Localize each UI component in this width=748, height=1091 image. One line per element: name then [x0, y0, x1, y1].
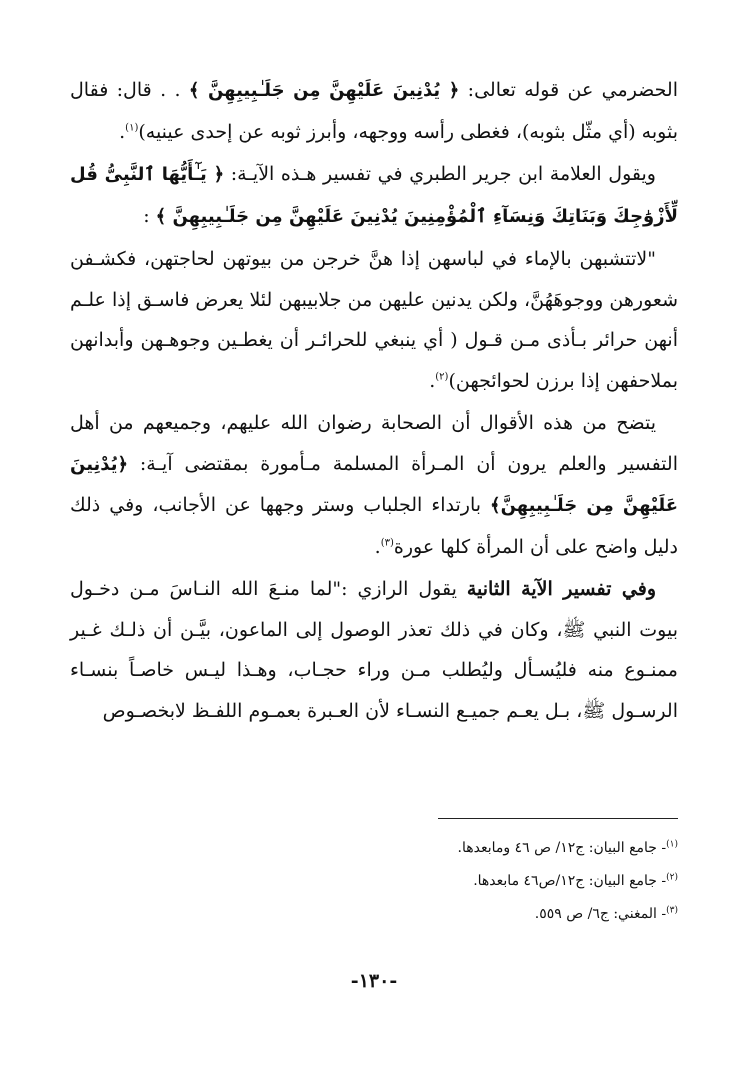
- paragraph-2-intro: ويقول العلامة ابن جرير الطبري في تفسير هـذه الآيـة:: [224, 163, 656, 185]
- footnote-mark: (٢): [666, 872, 678, 883]
- quran-verse-3: ﴿يُدْنِينَ عَلَيْهِنَّ مِن جَلَـٰبِيبِهِنَّ﴾: [70, 453, 679, 516]
- footnote-text: - المغني: ج٦/ ص ٥٥٩.: [534, 906, 667, 922]
- section-heading-inline: وفي تفسير الآية الثانية: [466, 578, 656, 600]
- paragraph-4: [70, 403, 678, 567]
- paragraph-1-end: .: [119, 120, 126, 143]
- footnote-item: [70, 832, 678, 865]
- paragraph-1: [70, 70, 678, 152]
- paragraph-3-quote: [70, 239, 678, 401]
- paragraph-5-text: يقول الرازي :"لما منـعَ الله النـاسَ مـن دخـول بيوت النبي ﷺ، وكان في ذلك تعذر الوصول إلى الماعون، بيَّـن أن ذلـك غـير ممنـوع منه فليُسـأل وليُطلب مـن وراء حجـاب، وهـذا ليـس خاصـاً بنسـاء الرسـول ﷺ، بـل يعـم جميـع النسـاء لأن العـبرة بعمـوم اللفـظ لابخصـوص: [70, 578, 678, 722]
- quran-verse-2: ﴿ يَـٰٓأَيُّهَا ٱلنَّبِىُّ قُل لِّأَزْوَٰجِكَ وَبَنَاتِكَ وَنِسَآءِ ٱلْمُؤْمِنِينَ يُدْنِينَ عَلَيْهِنَّ مِن جَلَـٰبِيبِهِنَّ ﴾: [70, 164, 678, 227]
- paragraph-5: [70, 569, 678, 731]
- paragraph-4-intro: يتضح من هذه الأقوال أن الصحابة رضوان الله عليهم، وجميعهم من أهل التفسير والعلم يرون أن المـرأة المسلمة مـأمورة بمقتضى آيـة:: [70, 412, 678, 475]
- page-number: -١٣٠-: [350, 970, 398, 992]
- paragraph-2: [70, 154, 678, 237]
- footnote-ref-1[interactable]: (١): [125, 122, 139, 134]
- footnote-ref-3[interactable]: (٣): [380, 537, 394, 549]
- paragraph-3-text: "لاتتشبهن بالإماء في لباسهن إذا هنَّ خرجن من بيوتهن لحاجتهن، فكشـفن شعورهن ووجوهَهُنَّ، ولكن يدنين عليهن من جلابيبهن لئلا يعرض فاسـق إذا علـم أنهن حرائر بـأذى مـن قـول ( أي ينبغي للحرائـر أن يغطـين وجوهـهن وأبدانهن بملاحفهن إذا برزن لحوائجهن): [70, 248, 678, 392]
- footnote-text: - جامع البيان: ج١٢/ ص ٤٦ ومابعدها.: [457, 840, 667, 856]
- paragraph-4-text: بارتداء الجلباب وستر وجهها عن الأجانب، وفي ذلك دليل واضح على أن المرأة كلها عورة: [70, 494, 678, 558]
- footnotes: [70, 832, 678, 931]
- footnote-text: - جامع البيان: ج١٢/ص٤٦ مابعدها.: [473, 873, 667, 889]
- paragraph-3-end: .: [429, 369, 436, 392]
- paragraph-2-colon: :: [143, 204, 156, 227]
- paragraph-4-end: .: [374, 535, 381, 558]
- footnote-mark: (١): [666, 839, 678, 850]
- paragraph-1-intro: الحضرمي عن قوله تعالى:: [459, 79, 678, 101]
- footnote-mark: (٣): [666, 905, 678, 916]
- footnote-ref-2[interactable]: (٢): [435, 371, 449, 383]
- page-body: [70, 70, 678, 733]
- paragraph-1-text: . . قال: فقال بثوبه (أي مثّل بثوبه)، فغطى رأسه ووجهه، وأبرز ثوبه عن إحدى عينيه): [70, 79, 678, 143]
- footnote-item: [70, 898, 678, 931]
- quran-verse-1: ﴿ يُدْنِينَ عَلَيْهِنَّ مِن جَلَـٰبِيبِهِنَّ ﴾: [188, 80, 460, 101]
- footnote-separator: [438, 818, 678, 819]
- footnote-item: [70, 865, 678, 898]
